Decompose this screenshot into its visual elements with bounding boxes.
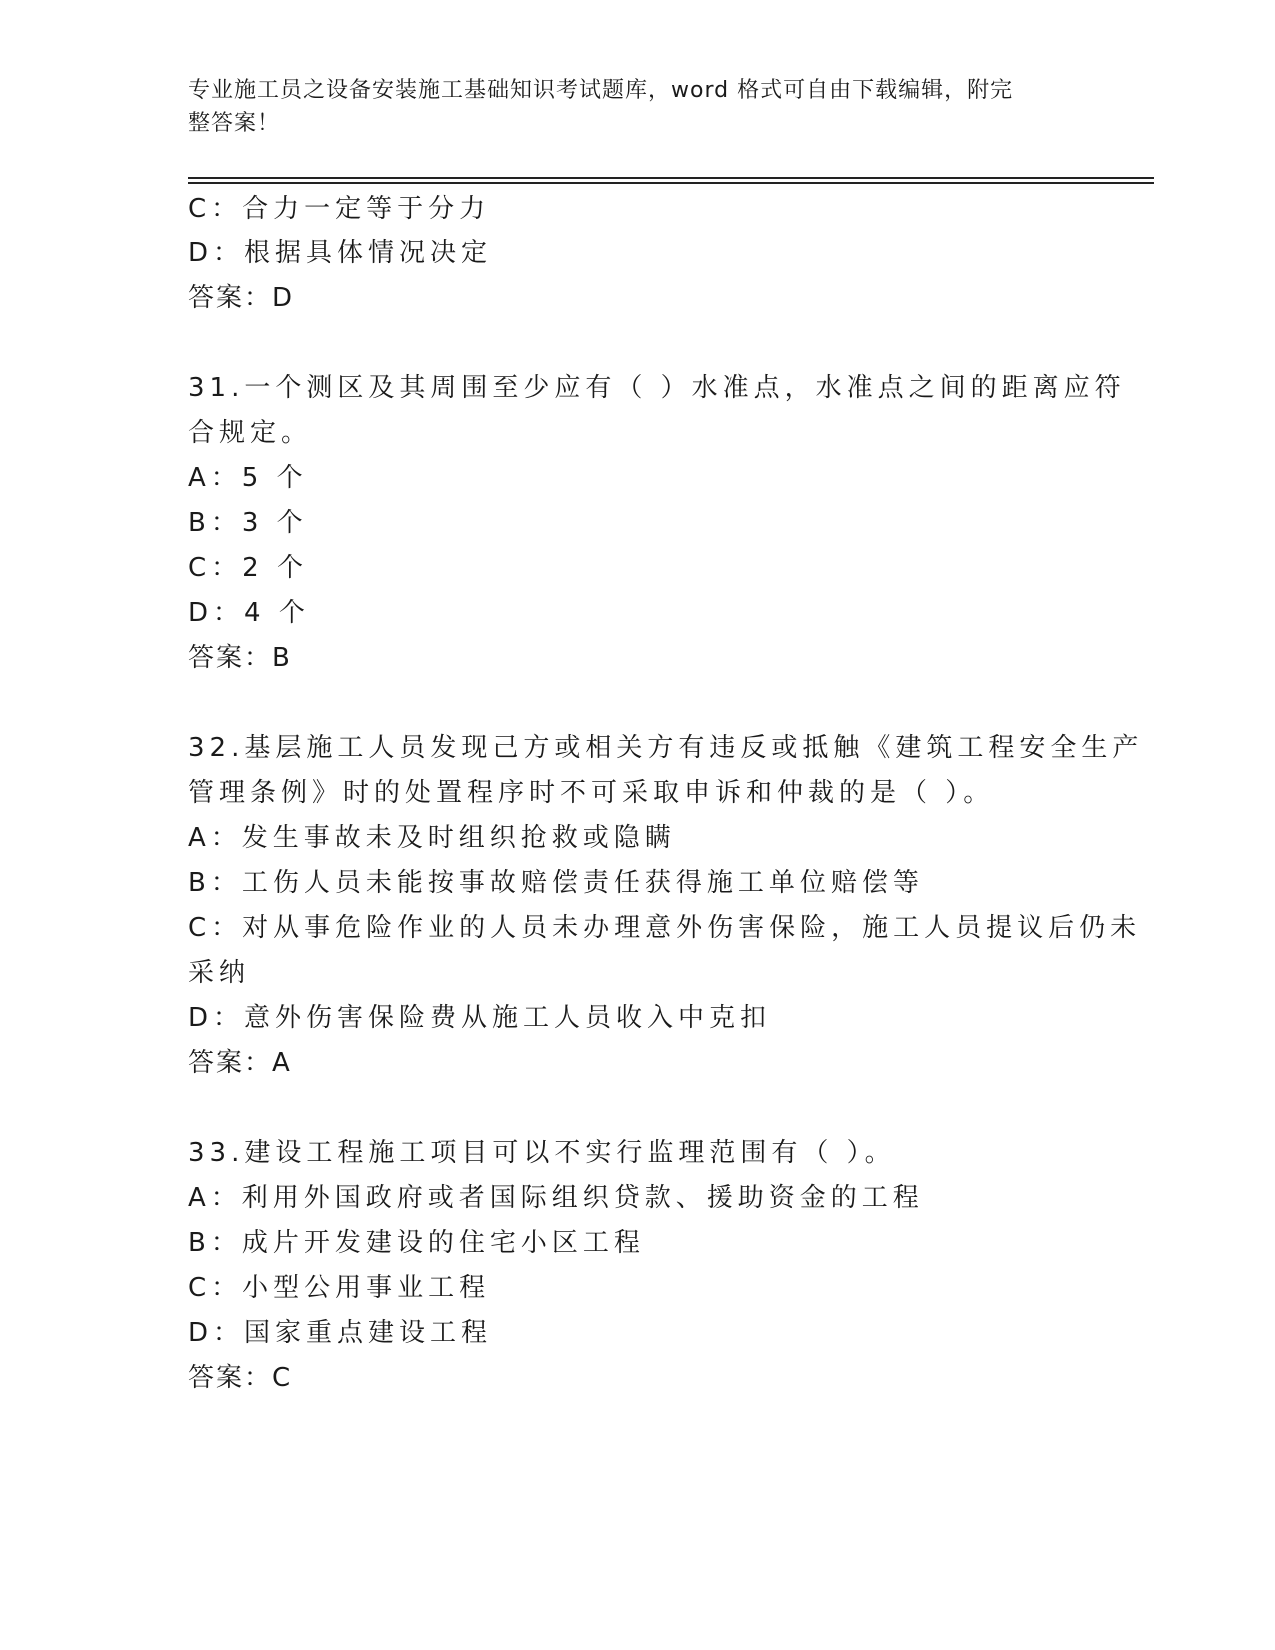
q31-option-d: D：4 个 bbox=[188, 598, 310, 628]
q33-option-d: D：国家重点建设工程 bbox=[188, 1318, 493, 1348]
q31-answer: 答案：B bbox=[188, 643, 292, 673]
q32-option-d: D：意外伤害保险费从施工人员收入中克扣 bbox=[188, 1003, 772, 1033]
q33-option-b: B：成片开发建设的住宅小区工程 bbox=[188, 1228, 645, 1258]
prev-option-c: C：合力一定等于分力 bbox=[188, 194, 491, 224]
header-divider-bottom bbox=[188, 182, 1154, 184]
q32-option-b: B：工伤人员未能按事故赔偿责任获得施工单位赔偿等 bbox=[188, 868, 924, 898]
prev-answer: 答案：D bbox=[188, 283, 295, 313]
header-divider-top bbox=[188, 177, 1154, 179]
q32-option-c-line-1: C：对从事危险作业的人员未办理意外伤害保险，施工人员提议后仍未 bbox=[188, 913, 1142, 943]
q31-option-c: C：2 个 bbox=[188, 553, 308, 583]
q33-option-a: A：利用外国政府或者国际组织贷款、援助资金的工程 bbox=[188, 1183, 924, 1213]
q32-stem-line-2: 管理条例》时的处置程序时不可采取申诉和仲裁的是（ ）。 bbox=[188, 778, 995, 808]
q33-stem: 33.建设工程施工项目可以不实行监理范围有（ ）。 bbox=[188, 1138, 896, 1168]
q31-stem-line-2: 合规定。 bbox=[188, 418, 313, 448]
q32-option-a: A：发生事故未及时组织抢救或隐瞒 bbox=[188, 823, 676, 853]
document-header bbox=[188, 74, 1068, 140]
q33-option-c: C：小型公用事业工程 bbox=[188, 1273, 491, 1303]
q31-stem-line-1: 31.一个测区及其周围至少应有（ ）水准点，水准点之间的距离应符 bbox=[188, 373, 1126, 403]
q33-answer: 答案：C bbox=[188, 1363, 293, 1393]
q32-option-c-line-2: 采纳 bbox=[188, 958, 251, 988]
q32-answer: 答案：A bbox=[188, 1048, 292, 1078]
header-text-line-1: 专业施工员之设备安装施工基础知识考试题库，word 格式可自由下载编辑，附完 bbox=[188, 78, 1014, 103]
q31-option-b: B：3 个 bbox=[188, 508, 308, 538]
prev-option-d: D：根据具体情况决定 bbox=[188, 238, 493, 268]
q31-option-a: A：5 个 bbox=[188, 463, 308, 493]
header-text-line-2: 整答案！ bbox=[188, 111, 281, 136]
q32-stem-line-1: 32.基层施工人员发现己方或相关方有违反或抵触《建筑工程安全生产 bbox=[188, 733, 1144, 763]
